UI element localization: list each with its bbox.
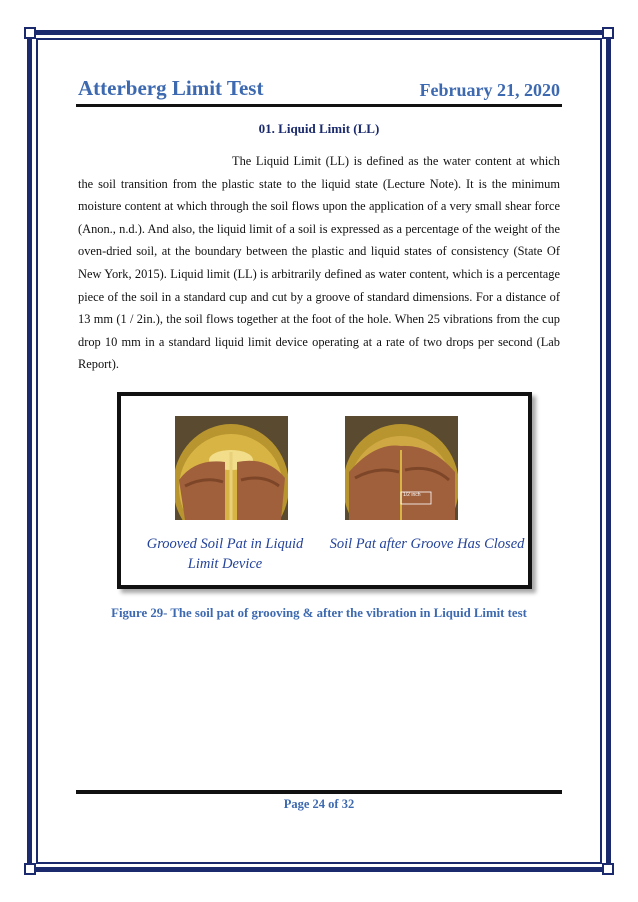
border-corner-ornament <box>602 863 614 875</box>
half-inch-label: 1/2 inch <box>403 492 421 498</box>
body-paragraph <box>78 150 560 376</box>
body-paragraph-text: The Liquid Limit (LL) is defined as the water content at which the soil transition from the plastic state to the liquid state (Lecture Note). It is the minimum moisture content at which through the soil flows upon the application of a very small shear force (Anon., n.d.). And also, the liquid limit of a soil is expressed as a percentage of the weight of the oven-dried soil, at the boundary between the plastic and liquid states of consistency (State Of New York, 2015). Liquid limit (LL) is arbitrarily defined as water content, which is a percentage piece of the soil in a standard cup and cut by a groove of standard dimensions. For a distance of 13 mm (1 / 2in.), the soil flows together at the foot of the hole. When 25 vibrations from the cup drop 10 mm in a standard liquid limit device operating at a rate of two drops per second (Lab Report). <box>78 154 560 372</box>
border-corner-ornament <box>24 27 36 39</box>
page-number: Page 24 of 32 <box>283 797 355 811</box>
grooved-soil-caption-line2: Limit Device <box>187 556 263 572</box>
grooved-soil-pat-photo <box>175 416 288 520</box>
document-title: Atterberg Limit Test <box>78 76 264 100</box>
border-corner-ornament <box>602 27 614 39</box>
closed-groove-caption: Soil Pat after Groove Has Closed <box>329 536 525 552</box>
figure-image <box>117 392 532 589</box>
closed-groove-soil-pat-photo <box>345 416 458 520</box>
section-heading: 01. Liquid Limit (LL) <box>258 121 380 136</box>
grooved-soil-caption <box>125 534 325 574</box>
border-corner-ornament <box>24 863 36 875</box>
grooved-soil-caption-line1: Grooved Soil Pat in Liquid <box>146 536 304 552</box>
figure-caption: Figure 29- The soil pat of grooving & after the vibration in Liquid Limit test <box>111 606 527 620</box>
document-date: February 21, 2020 <box>419 80 560 100</box>
header-divider <box>76 104 562 107</box>
footer-divider <box>76 790 562 794</box>
